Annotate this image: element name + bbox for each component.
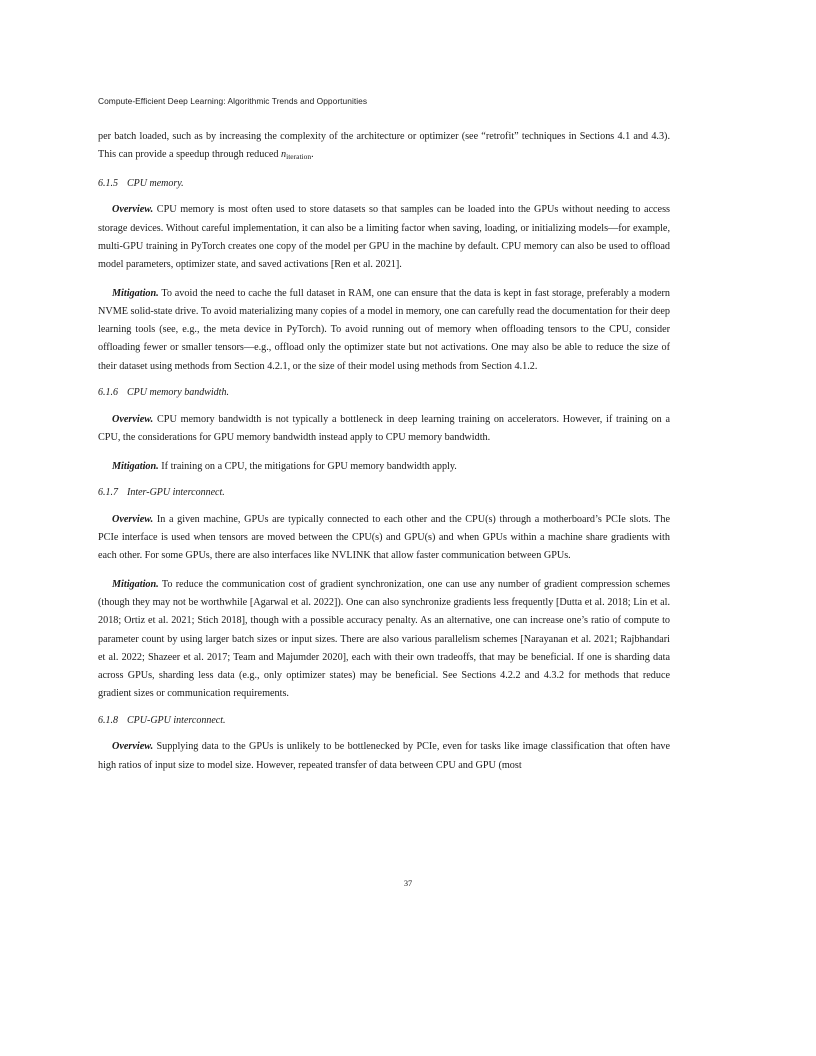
subsection-number: 6.1.8 <box>98 714 118 726</box>
subsection-number: 6.1.6 <box>98 387 118 399</box>
paragraph-overview <box>98 738 670 774</box>
continuation-end: . <box>311 149 314 161</box>
paragraph-overview <box>98 511 670 566</box>
subsection-heading-inter-gpu-interconnect <box>98 486 670 500</box>
paragraph-label: Mitigation. <box>112 287 159 299</box>
continuation-text: per batch loaded, such as by increasing the complexity of the architecture or optimizer (see “retrofit” techniques in Sections 4.1 and 4.3). This can provide a speedup through reduced <box>98 131 670 161</box>
paragraph-text: CPU memory is most often used to store datasets so that samples can be loaded into the GPUs without needing to access storage devices. Without careful implementation, it can also be a limiting factor when saving, loading, or initializing models—for example, multi-GPU training in PyTorch creates one copy of the model per GPU in the machine by default. CPU memory can also be used to offload model parameters, optimizer state, and saved activations [Ren et al. 2021]. <box>98 204 671 271</box>
subsection-title: Inter-GPU interconnect. <box>127 487 225 499</box>
paragraph-text: To reduce the communication cost of gradient synchronization, one can use any number of gradient compression schemes (though they may not be worthwhile [Agarwal et al. 2022]). One can also synchronize gradients less frequently [Dutta et al. 2018; Lin et al. 2018; Ortiz et al. 2021; Stich 2018], though with a possible accuracy penalty. As an alternative, one can increase one’s ratio of compute to parameter count by using larger batch sizes or input sizes. There are also various parallelism schemes [Narayanan et al. 2021; Rajbhandari et al. 2022; Shazeer et al. 2017; Team and Majumder 2020], each with their own tradeoffs, that may be beneficial. If one is sharding data across GPUs, sharding less data (e.g., only optimizer states) may be beneficial. See Sections 4.2.2 and 4.3.2 for methods that reduce gradient sizes or communication requirements. <box>98 578 670 700</box>
continuation-paragraph <box>98 128 670 166</box>
subsection-title: CPU memory bandwidth. <box>127 387 229 399</box>
paragraph-mitigation <box>98 285 670 376</box>
paragraph-label: Mitigation. <box>112 578 159 590</box>
running-head: Compute-Efficient Deep Learning: Algorithmic Trends and Opportunities <box>98 96 368 106</box>
paragraph-mitigation <box>98 458 670 476</box>
paragraph-label: Overview. <box>112 204 154 216</box>
paragraph-overview <box>98 201 670 274</box>
iteration-variable: n <box>281 149 287 161</box>
paragraph-text: If training on a CPU, the mitigations for GPU memory bandwidth apply. <box>161 460 457 472</box>
iteration-subscript: iteration <box>286 152 312 162</box>
paragraph-label: Overview. <box>112 513 154 525</box>
body-text <box>98 128 670 775</box>
paragraph-overview <box>98 411 670 447</box>
paragraph-text: CPU memory bandwidth is not typically a bottleneck in deep learning training on accelerators. However, if training on a CPU, the considerations for GPU memory bandwidth instead apply to CPU memory bandwidth. <box>98 413 671 443</box>
paragraph-text: To avoid the need to cache the full dataset in RAM, one can ensure that the data is kept in fast storage, preferably a modern NVME solid-state drive. To avoid materializing many copies of a model in memory, one can carefully read the documentation for their deep learning tools (see, e.g., the meta device in PyTorch). To avoid running out of memory when offloading tensors to the CPU, consider offloading fewer or smaller tensors—e.g., offload only the optimizer state but not activations. One may also be able to reduce the size of their dataset using methods from Section 4.2.1, or the size of their model using methods from Section 4.1.2. <box>98 287 670 372</box>
page-number: 37 <box>403 879 413 888</box>
subsection-number: 6.1.7 <box>98 487 118 499</box>
subsection-title: CPU-GPU interconnect. <box>127 714 226 726</box>
subsection-heading-cpu-memory-bandwidth <box>98 386 670 400</box>
paragraph-text: In a given machine, GPUs are typically connected to each other and the CPU(s) through a motherboard’s PCIe slots. The PCIe interface is used when tensors are moved between the CPU(s) and GPU(s) and when GPUs within a machine share gradients with each other. For some GPUs, there are also interfaces like NVLINK that allow faster communication between GPUs. <box>98 513 670 562</box>
paragraph-text: Supplying data to the GPUs is unlikely to be bottlenecked by PCIe, even for tasks like image classification that often have high ratios of input size to model size. However, repeated transfer of data between CPU and GPU (most <box>98 741 670 771</box>
paragraph-label: Mitigation. <box>112 460 159 472</box>
paragraph-mitigation <box>98 576 670 703</box>
subsection-title: CPU memory. <box>127 177 184 189</box>
paragraph-label: Overview. <box>112 741 154 753</box>
subsection-number: 6.1.5 <box>98 177 118 189</box>
subsection-heading-cpu-gpu-interconnect <box>98 714 670 728</box>
subsection-heading-cpu-memory <box>98 177 670 191</box>
paragraph-label: Overview. <box>112 413 154 425</box>
